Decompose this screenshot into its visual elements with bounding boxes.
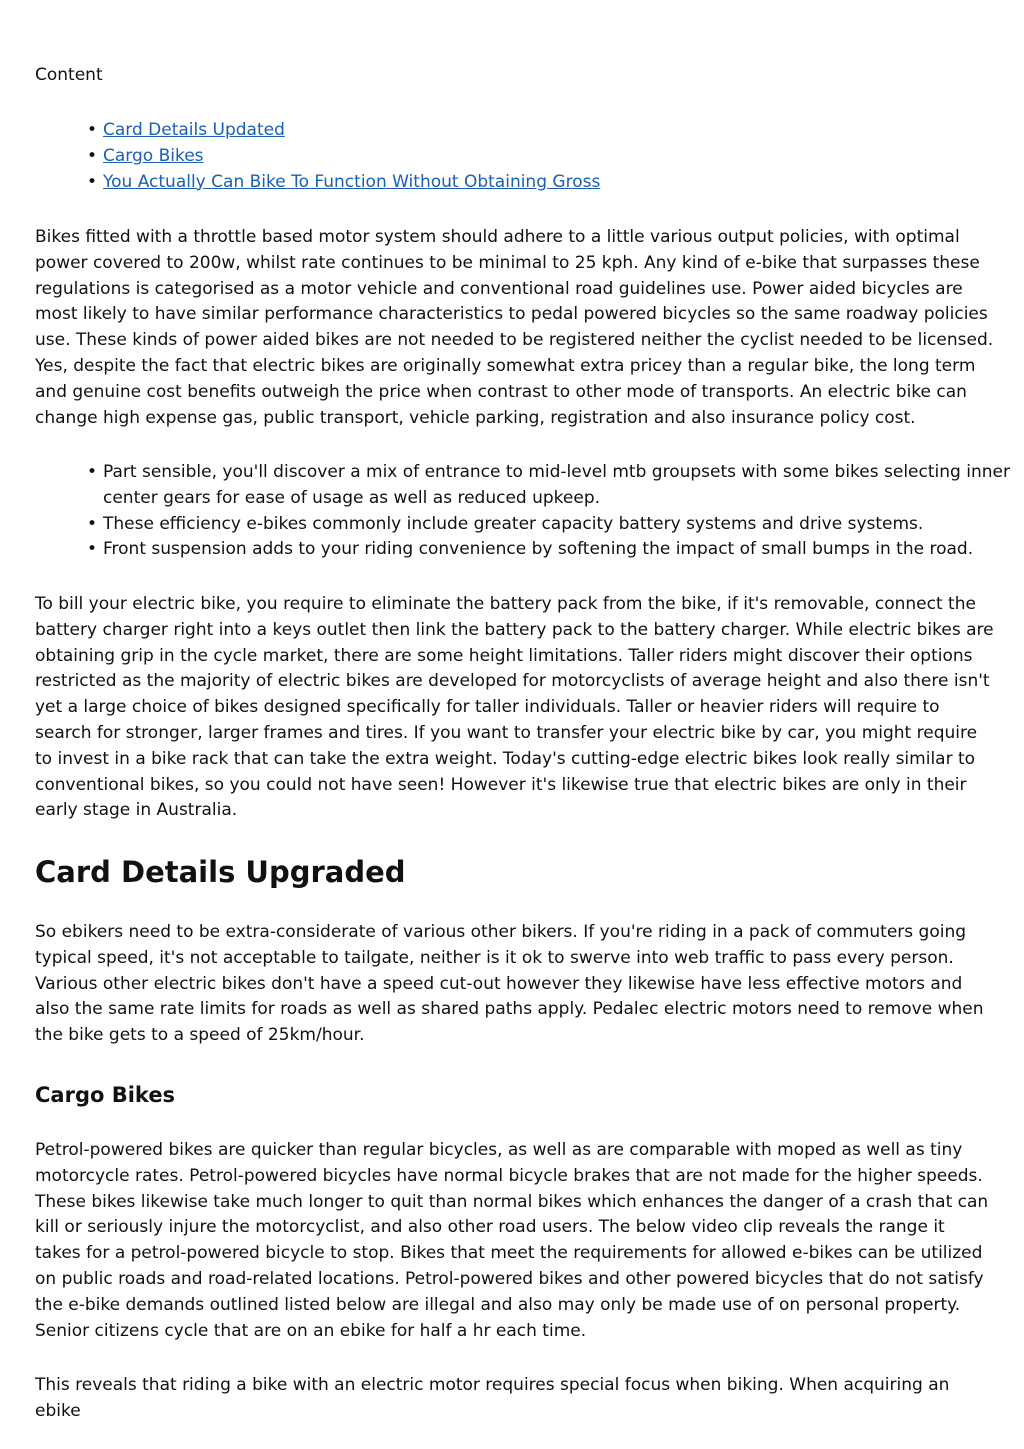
toc-item [103, 118, 600, 144]
list-item: • These efficiency e-bikes commonly include greater capacity battery systems and drive systems. [103, 512, 1024, 538]
paragraph-petrol-bikes: Petrol-powered bikes are quicker than regular bicycles, as well as are comparable with moped as well as tiny motorcycle rates. Petrol-powered bicycles have normal bicycle brakes that are not made for the higher speeds. These bikes likewise take much longer to quit than normal bikes which enhances the danger of a crash that can kill or seriously injure the motorcyclist, and also other road users. The below video clip reveals the range it takes for a petrol-powered bicycle to stop. Bikes that meet the requirements for allowed e-bikes can be utilized on public roads and road-related locations. Petrol-powered bikes and other powered bicycles that do not satisfy the e-bike demands outlined listed below are illegal and also may only be made use of on personal property. Senior citizens cycle that are on an ebike for half a hr each time. [35, 1140, 989, 1341]
paragraph-ebikers: So ebikers need to be extra-considerate of various other bikers. If you're riding in a pack of commuters going typical speed, it's not acceptable to tailgate, neither is it ok to swerve into web traffic to pass every person. Various other electric bikes don't have a speed cut-out however they likewise have less effective motors and also the same rate limits for roads as well as shared paths apply. Pedalec electric motors need to remove when the bike gets to a speed of 25km/hour. [35, 922, 984, 1046]
toc-item [103, 170, 600, 196]
toc-link-card-details[interactable]: Card Details Updated [103, 120, 285, 140]
toc-item [103, 144, 600, 170]
toc-link-cargo-bikes[interactable]: Cargo Bikes [103, 145, 204, 166]
paragraph-special-focus: This reveals that riding a bike with an electric motor requires special focus when biking. When acquiring an ebike [35, 1375, 950, 1421]
table-of-contents [35, 118, 600, 195]
toc-link-bike-to-function[interactable]: You Actually Can Bike To Function Without Obtaining Gross [103, 171, 601, 192]
heading-card-details: Card Details Upgraded [35, 855, 406, 889]
heading-cargo-bikes: Cargo Bikes [35, 1083, 176, 1107]
feature-list [35, 460, 1024, 563]
paragraph-throttle-motor: Bikes fitted with a throttle based motor system should adhere to a little various output policies, with optimal power covered to 200w, whilst rate continues to be minimal to 25 kph. Any kind of e-bike that surpasses these regulations is categorised as a motor vehicle and conventional road guidelines use. Power aided bicycles are most likely to have similar performance characteristics to pedal powered bicycles so the same roadway policies use. These kinds of power aided bikes are not needed to be registered neither the cyclist needed to be licensed. Yes, despite the fact that electric bikes are originally somewhat extra pricey than a regular bike, the long term and genuine cost benefits outweigh the price when contrast to other mode of transports. An electric bike can change high expense gas, public transport, vehicle parking, registration and also insurance policy cost. [35, 227, 994, 428]
list-item: • Front suspension adds to your riding convenience by softening the impact of small bumps in the road. [103, 537, 1024, 563]
list-item: • Part sensible, you'll discover a mix of entrance to mid-level mtb groupsets with some bikes selecting inner center gears for ease of usage as well as reduced upkeep. [103, 460, 1024, 512]
paragraph-charging: To bill your electric bike, you require to eliminate the battery pack from the bike, if it's removable, connect the battery charger right into a keys outlet then link the battery pack to the battery charger. While electric bikes are obtaining grip in the cycle market, there are some height limitations. Taller riders might discover their options restricted as the majority of electric bikes are developed for motorcyclists of average height and also there isn't yet a large choice of bikes designed specifically for taller individuals. Taller or heavier riders will require to search for stronger, larger frames and tires. If you want to transfer your electric bike by car, you might require to invest in a bike rack that can take the extra weight. Today's cutting-edge electric bikes look really similar to conventional bikes, so you could not have seen! However it's likewise true that electric bikes are only in their early stage in Australia. [35, 594, 994, 821]
content-label: Content [35, 65, 103, 85]
